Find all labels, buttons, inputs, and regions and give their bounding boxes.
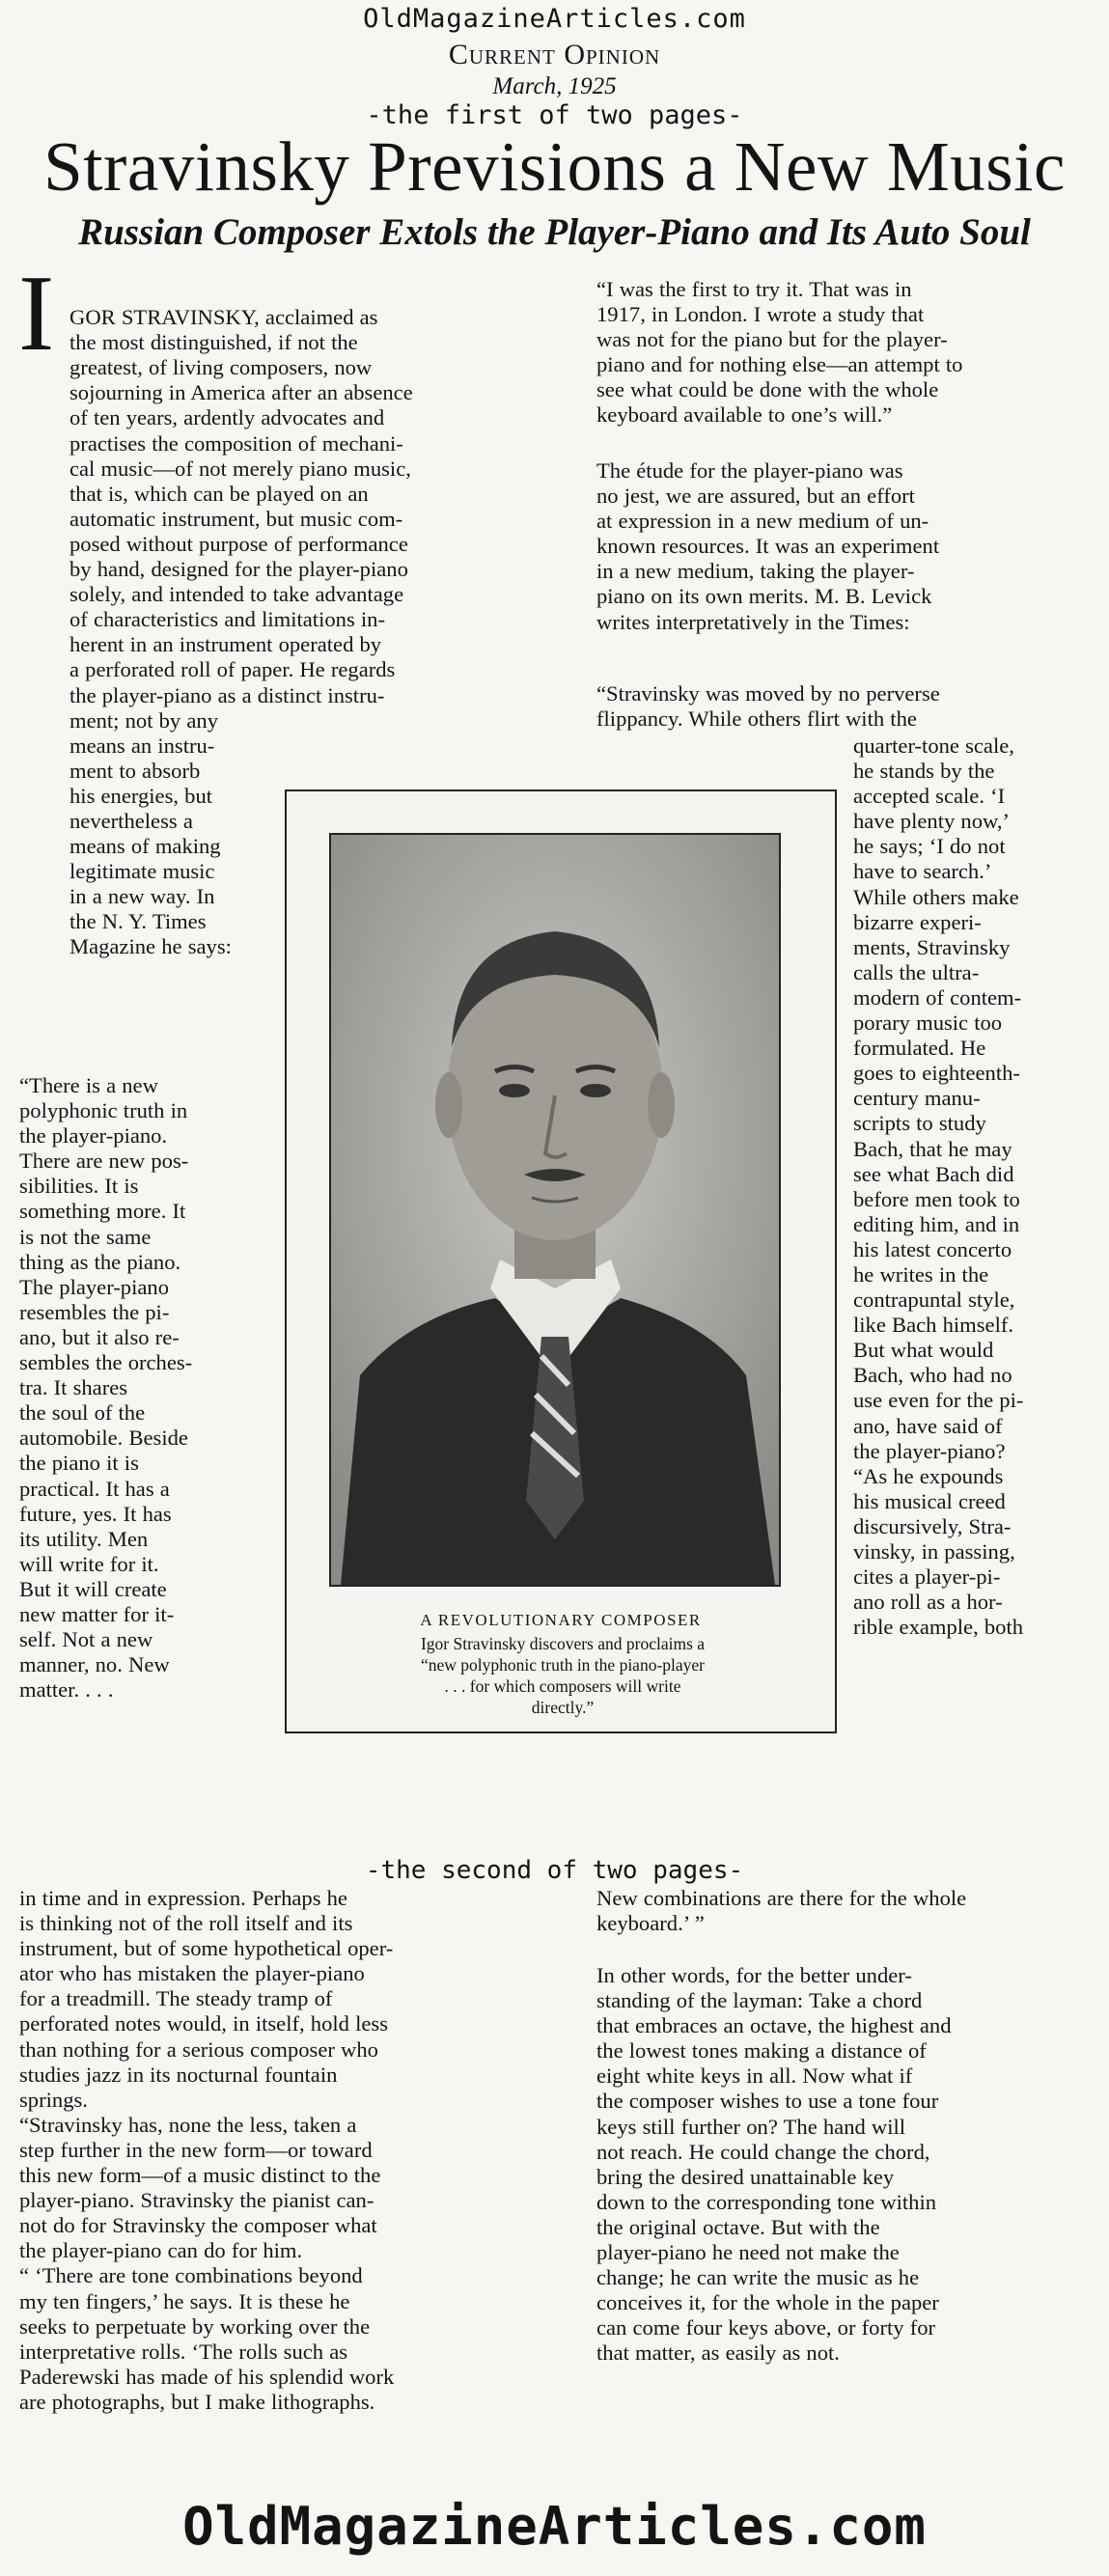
publication-name: Current Opinion [448, 39, 661, 70]
article-headline: Stravinsky Previsions a New Music [43, 127, 1066, 206]
page-marker-first: -the first of two pages- [366, 100, 743, 130]
page-marker-second: -the second of two pages- [365, 1856, 744, 1885]
site-footer: OldMagazineArticles.com [182, 2496, 927, 2557]
caption-title: A REVOLUTIONARY COMPOSER [420, 1611, 702, 1629]
page2-right-column-p2: In other words, for the better under- standing of the layman: Take a chord that embraces an octave, the highest and the lowest tones making a distance of eight white keys in all. Now what if the composer wishes to use a tone four keys still further on? The hand will not reach. He could change the chord, bring the desired unattainable key down to the corresponding tone within the original octave. But with the player-piano he need not make the change; he can write the music as he conceives it, for the whole in the paper can come four keys above, or forty for that matter, as easily as not. [596, 1963, 952, 2366]
page2-right-column-p1: New combinations are there for the whole keyboard.’ ” [596, 1886, 967, 1936]
photo-figure [285, 789, 837, 1733]
right-column-p3: “Stravinsky was moved by no perverse flippancy. While others flirt with the [596, 681, 940, 732]
right-column-p1: “I was the first to try it. That was in 1917, in London. I wrote a study that was not for the piano but for the player- piano and for nothing else—an attempt to see what could be done with the whole keyboard available to one’s will.” [596, 277, 963, 428]
composer-portrait [329, 833, 781, 1587]
publication-date: March, 1925 [492, 73, 617, 99]
portrait-photo [331, 835, 779, 1585]
site-header: OldMagazineArticles.com [363, 4, 746, 34]
article-subhead: Russian Composer Extols the Player-Piano and Its Auto Soul [78, 211, 1031, 253]
right-column-p2: The étude for the player-piano was no jest, we are assured, but an effort at expression in a new medium of un- known resources. It was an experiment in a new medium, taking the player- piano on its own merits. M. B. Levick writes interpretatively in the Times: [596, 458, 940, 634]
drop-cap: I [18, 254, 55, 374]
left-column-quote: “There is a new polyphonic truth in the player-piano. There are new pos- sibilities. It is something more. It is not the same thing as the piano. The player-piano resembles the pi- ano, but it also re- sembles the orches- tra. It shares the soul of the automobile. Beside the piano it is practical. It has a future, yes. It has its utility. Men will write for it. But it will create new matter for it- self. Not a new manner, no. New matter. . . . [19, 1073, 193, 1703]
left-column-intro: GOR STRAVINSKY, acclaimed as the most distinguished, if not the greatest, of living composers, now sojourning in America after an absence of ten years, ardently advocates and practises the composition of mechani- cal music—of not merely piano music, that is, which can be played on an automatic instrument, but music com- posed without purpose of performance by hand, designed for the player-piano solely, and intended to take advantage of characteristics and limitations in- herent in an instrument operated by a perforated roll of paper. He regards the player-piano as a distinct instru- ment; not by any means an instru- ment to absorb his energies, but nevertheless a means of making legitimate music in a new way. In the N. Y. Times Magazine he says: [69, 305, 413, 959]
caption-body: Igor Stravinsky discovers and proclaims a “new polyphonic truth in the piano-player . . . for which composers will write directly.” [420, 1634, 706, 1717]
right-column-narrow: quarter-tone scale, he stands by the accepted scale. ‘I have plenty now,’ he says; ‘I do not have to search.’ While others make bizarre experi- ments, Stravinsky calls the ultra- modern of contem- porary music too formulated. He goes to eighteenth- century manu- scripts to study Bach, that he may see what Bach did before men took to editing him, and in his latest concerto he writes in the contrapuntal style, like Bach himself. But what would Bach, who had no use even for the pi- ano, have said of the player-piano? “As he expounds his musical creed discursively, Stra- vinsky, in passing, cites a player-pi- ano roll as a hor- rible example, both [853, 734, 1024, 1640]
page2-left-column: in time and in expression. Perhaps he is thinking not of the roll itself and its instrument, but of some hypothetical oper- ator who has mistaken the player-piano for a treadmill. The steady tramp of perforated notes would, in itself, hold less than nothing for a serious composer who studies jazz in its nocturnal fountain springs. “Stravinsky has, none the less, taken a step further in the new form—or toward this new form—of a music distinct to the player-piano. Stravinsky the pianist can- not do for Stravinsky the composer what the player-piano can do for him. “ ‘There are tone combinations beyond my ten fingers,’ he says. It is these he seeks to perpetuate by working over the interpretative rolls. ‘The rolls such as Paderewski has made of his splendid work are photographs, but I make lithographs. [19, 1886, 395, 2414]
